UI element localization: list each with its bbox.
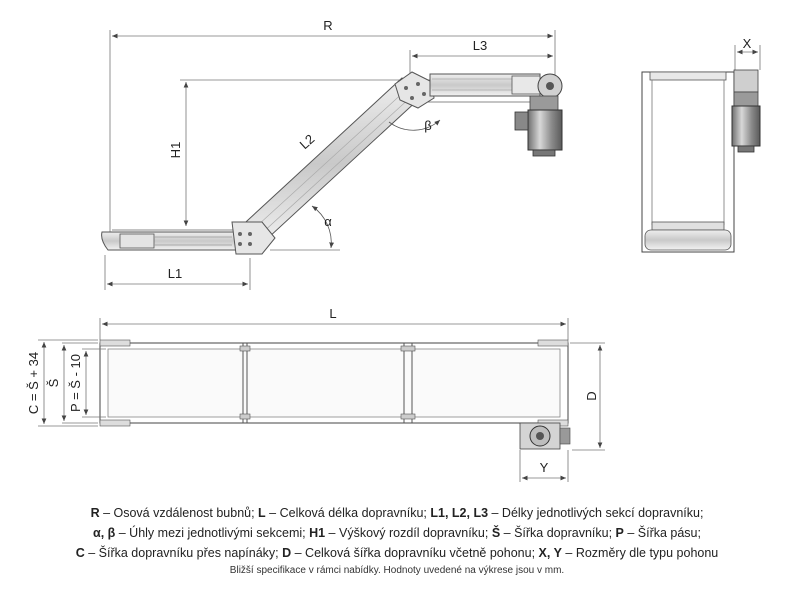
label-D: D bbox=[584, 391, 599, 401]
dimension-L3 bbox=[410, 50, 553, 75]
legend-text: – Šířka pásu; bbox=[623, 526, 701, 540]
label-beta: β bbox=[424, 118, 432, 133]
label-P: P = Š - 10 bbox=[68, 354, 83, 412]
label-H1: H1 bbox=[168, 141, 183, 159]
legend-symbol: P bbox=[615, 526, 624, 540]
dimension-L bbox=[100, 318, 568, 340]
conveyor-side-body bbox=[102, 72, 562, 254]
legend-text: – Celková šířka dopravníku včetně pohonu; bbox=[291, 546, 539, 560]
label-R: R bbox=[323, 18, 333, 33]
top-view bbox=[26, 306, 605, 482]
label-X: X bbox=[742, 36, 752, 51]
label-L1: L1 bbox=[167, 266, 183, 281]
legend-symbol: X, Y bbox=[538, 546, 562, 560]
legend-symbol: H1 bbox=[309, 526, 326, 540]
label-L: L bbox=[329, 306, 337, 321]
legend-text: – Osová vzdálenost bubnů; bbox=[99, 506, 259, 520]
label-Y: Y bbox=[539, 460, 549, 475]
legend-symbol: C bbox=[75, 546, 85, 560]
label-L3: L3 bbox=[472, 38, 488, 53]
legend-text: – Šířka dopravníku přes napínáky; bbox=[84, 546, 283, 560]
legend-symbol: R bbox=[90, 506, 100, 520]
legend-text: – Výškový rozdíl dopravníku; bbox=[325, 526, 492, 540]
legend-text: – Úhly mezi jednotlivými sekcemi; bbox=[115, 526, 310, 540]
end-view bbox=[642, 36, 760, 252]
legend-symbol: D bbox=[282, 546, 292, 560]
legend-symbol: L1, L2, L3 bbox=[430, 506, 489, 520]
legend-note: Bližší specifikace v rámci nabídky. Hodnoty uvedené na výkrese jsou v mm. bbox=[229, 565, 565, 576]
legend-line-2 bbox=[0, 523, 794, 543]
legend-text: – Rozměry dle typu pohonu bbox=[561, 546, 719, 560]
label-S: Š bbox=[46, 378, 61, 388]
legend-text: – Celková délka dopravníku; bbox=[265, 506, 431, 520]
legend-symbol: α, β bbox=[93, 526, 116, 540]
dimension-R bbox=[110, 30, 555, 232]
dimension-P bbox=[82, 349, 106, 417]
label-C: C = Š + 34 bbox=[26, 351, 41, 415]
legend-text: – Délky jednotlivých sekcí dopravníku; bbox=[488, 506, 704, 520]
legend-symbol: L bbox=[258, 506, 266, 520]
legend-text: – Šířka dopravníku; bbox=[500, 526, 616, 540]
legend-line-1 bbox=[0, 503, 794, 523]
legend-line-3 bbox=[0, 543, 794, 563]
label-alpha: α bbox=[324, 214, 332, 229]
legend bbox=[0, 503, 794, 579]
label-L2: L2 bbox=[296, 131, 318, 153]
legend-symbol: Š bbox=[491, 526, 501, 540]
side-view bbox=[102, 18, 562, 290]
